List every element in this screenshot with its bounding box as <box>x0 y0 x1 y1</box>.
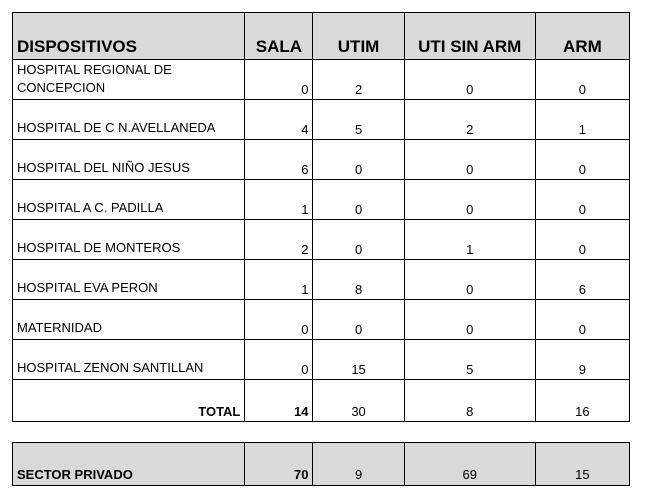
table-row <box>13 100 630 140</box>
private-arm: 15 <box>535 443 629 486</box>
row-arm: 0 <box>535 180 629 220</box>
row-uti-sin-arm: 0 <box>404 300 535 340</box>
row-arm: 0 <box>535 140 629 180</box>
row-name: HOSPITAL ZENON SANTILLAN <box>13 340 245 380</box>
table-row <box>13 60 630 100</box>
total-arm: 16 <box>535 380 629 422</box>
row-utim: 0 <box>313 180 404 220</box>
total-sala: 14 <box>245 380 313 422</box>
row-arm: 6 <box>535 260 629 300</box>
private-utim: 9 <box>313 443 404 486</box>
row-sala: 4 <box>245 100 313 140</box>
header-utim: UTIM <box>313 13 404 60</box>
row-utim: 5 <box>313 100 404 140</box>
row-name: MATERNIDAD <box>13 300 245 340</box>
row-name: HOSPITAL DE C N.AVELLANEDA <box>13 100 245 140</box>
row-uti-sin-arm: 0 <box>404 140 535 180</box>
row-utim: 0 <box>313 140 404 180</box>
private-label: SECTOR PRIVADO <box>13 443 245 486</box>
row-sala: 6 <box>245 140 313 180</box>
total-row <box>13 380 630 422</box>
row-uti-sin-arm: 0 <box>404 60 535 100</box>
row-arm: 0 <box>535 220 629 260</box>
row-utim: 15 <box>313 340 404 380</box>
row-uti-sin-arm: 5 <box>404 340 535 380</box>
row-name: HOSPITAL DE MONTEROS <box>13 220 245 260</box>
table-row <box>13 220 630 260</box>
row-sala: 1 <box>245 260 313 300</box>
total-utim: 30 <box>313 380 404 422</box>
table-row <box>13 180 630 220</box>
row-utim: 2 <box>313 60 404 100</box>
row-utim: 0 <box>313 300 404 340</box>
table-header-row <box>13 13 630 60</box>
row-uti-sin-arm: 2 <box>404 100 535 140</box>
table-row <box>13 300 630 340</box>
row-sala: 1 <box>245 180 313 220</box>
header-uti-sin-arm: UTI SIN ARM <box>404 13 535 60</box>
row-name: HOSPITAL EVA PERON <box>13 260 245 300</box>
row-uti-sin-arm: 0 <box>404 260 535 300</box>
row-name: HOSPITAL REGIONAL DE CONCEPCION <box>13 60 245 100</box>
private-sala: 70 <box>245 443 313 486</box>
row-name: HOSPITAL A C. PADILLA <box>13 180 245 220</box>
row-name: HOSPITAL DEL NIÑO JESUS <box>13 140 245 180</box>
row-arm: 0 <box>535 300 629 340</box>
row-utim: 0 <box>313 220 404 260</box>
row-sala: 2 <box>245 220 313 260</box>
row-arm: 0 <box>535 60 629 100</box>
header-sala: SALA <box>245 13 313 60</box>
row-sala: 0 <box>245 300 313 340</box>
row-utim: 8 <box>313 260 404 300</box>
header-dispositivos: DISPOSITIVOS <box>13 13 245 60</box>
total-uti-sin-arm: 8 <box>404 380 535 422</box>
row-uti-sin-arm: 0 <box>404 180 535 220</box>
row-arm: 1 <box>535 100 629 140</box>
row-arm: 9 <box>535 340 629 380</box>
row-sala: 0 <box>245 340 313 380</box>
private-sector-row <box>13 443 630 486</box>
total-label: TOTAL <box>13 380 245 422</box>
table-row <box>13 140 630 180</box>
table-row <box>13 340 630 380</box>
table-row <box>13 260 630 300</box>
private-uti-sin-arm: 69 <box>404 443 535 486</box>
row-uti-sin-arm: 1 <box>404 220 535 260</box>
header-arm: ARM <box>535 13 629 60</box>
private-sector-table <box>12 442 630 486</box>
row-sala: 0 <box>245 60 313 100</box>
hospital-beds-table <box>12 12 630 422</box>
